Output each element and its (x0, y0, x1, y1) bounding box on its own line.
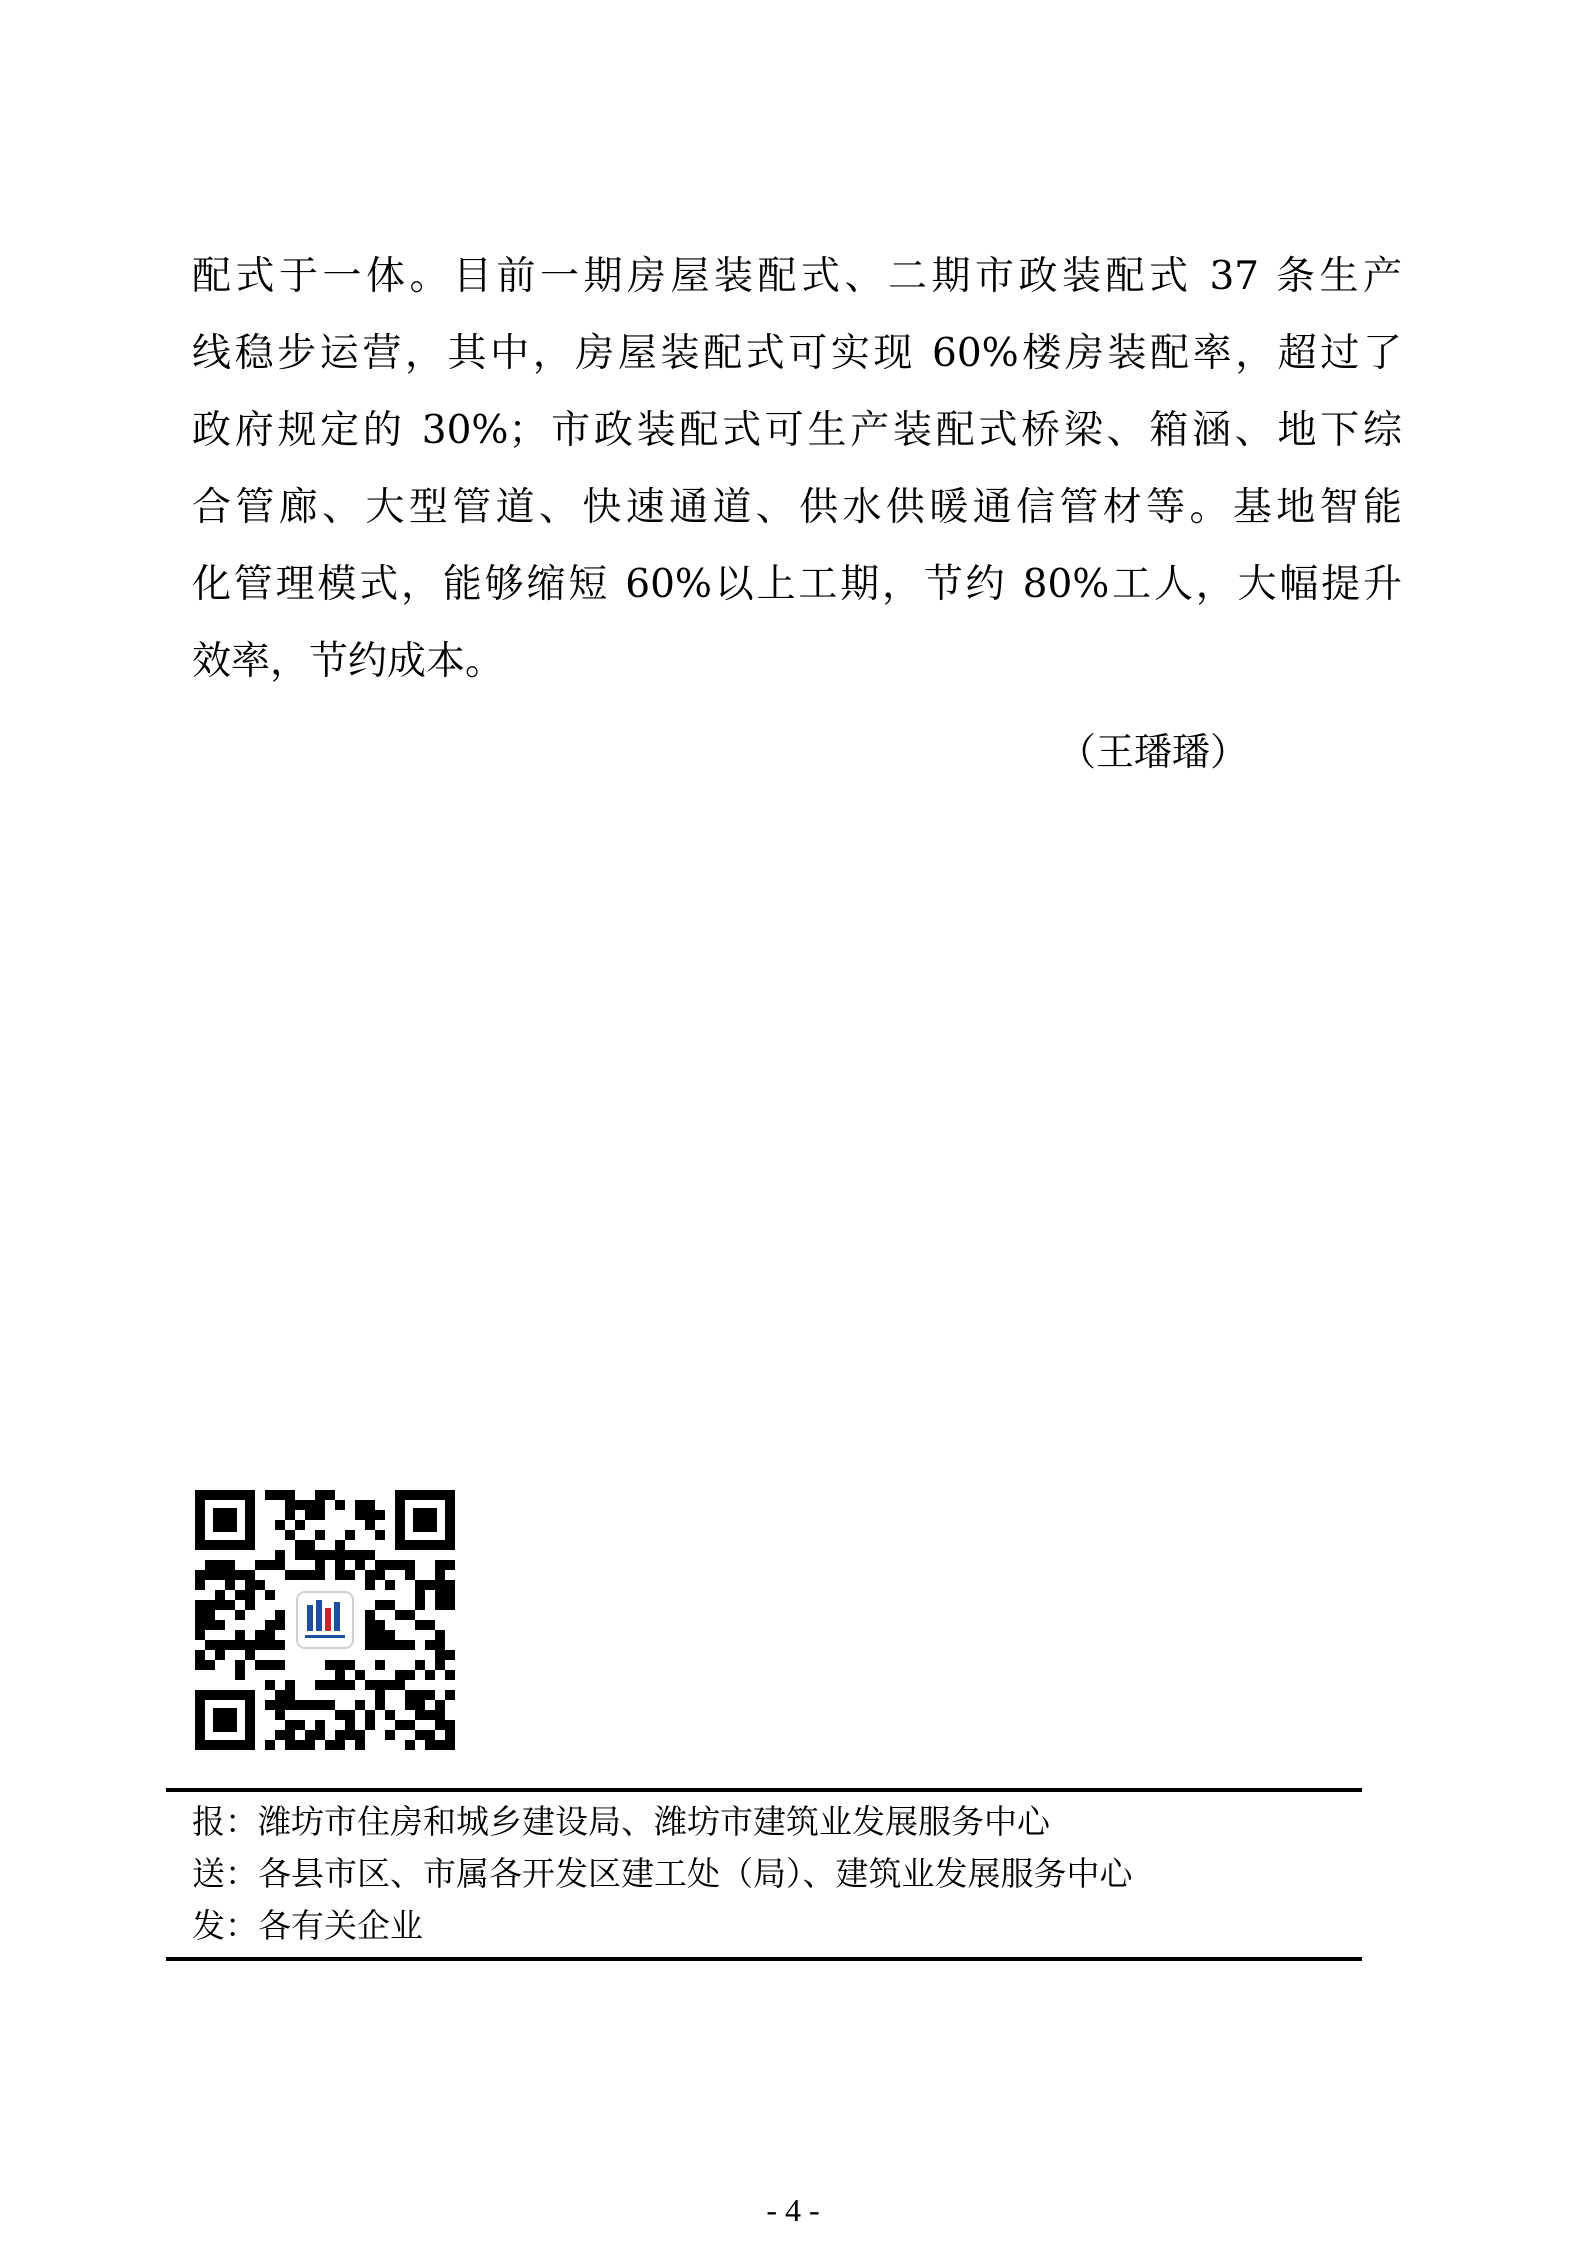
divider-top (166, 1788, 1362, 1792)
qr-code (195, 1490, 455, 1750)
divider-bottom (166, 1957, 1362, 1961)
body-line: 合管廊、大型管道、快速通道、供水供暖通信管材等。基地智能 (192, 485, 1402, 530)
distribution-report: 报：潍坊市住房和城乡建设局、潍坊市建筑业发展服务中心 (192, 1802, 1050, 1841)
body-line: 效率，节约成本。 (192, 639, 505, 684)
body-line: 配式于一体。目前一期房屋装配式、二期市政装配式 37 条生产 (192, 254, 1402, 299)
article-body (192, 238, 1402, 700)
distribution-send: 送：各县市区、市属各开发区建工处（局）、建筑业发展服务中心 (192, 1854, 1133, 1893)
distribution-issue: 发：各有关企业 (192, 1906, 423, 1945)
body-line: 线稳步运营，其中，房屋装配式可实现 60%楼房装配率，超过了 (192, 331, 1402, 376)
body-line: 政府规定的 30%；市政装配式可生产装配式桥梁、箱涵、地下综 (192, 408, 1402, 453)
author-signature: （王璠璠） (1058, 730, 1249, 774)
body-line: 化管理模式，能够缩短 60%以上工期，节约 80%工人，大幅提升 (192, 562, 1402, 607)
qr-code-icon (195, 1490, 455, 1750)
page-number: - 4 - (766, 2192, 820, 2228)
distribution-list (192, 1796, 1133, 1952)
